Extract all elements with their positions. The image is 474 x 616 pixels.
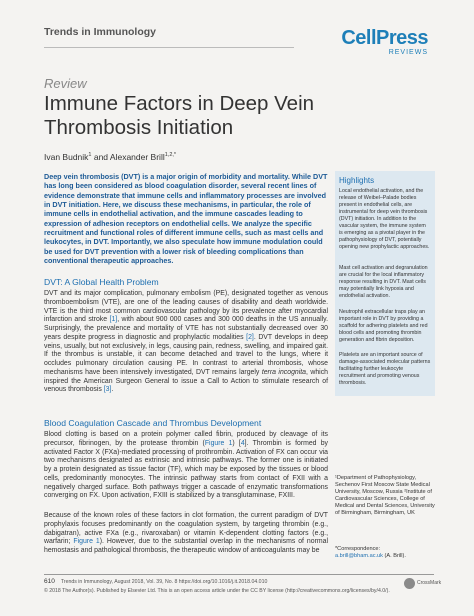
section-heading: Blood Coagulation Cascade and Thrombus Development <box>44 418 262 428</box>
correspondence-email[interactable]: a.brill@bham.ac.uk <box>335 553 383 559</box>
footer-citation: Trends in Immunology, August 2018, Vol. 39, No. 8 https://doi.org/10.1016/j.it.2018.04.010 <box>60 579 268 585</box>
article-title: Immune Factors in Deep Vein Thrombosis Initiation <box>44 92 315 139</box>
body-text: Blood clotting is based on a protein polymer called fibrin, produced by cleavage of its precursor, fibrinogen, by the protease thrombin ( <box>44 431 328 447</box>
correspondence-name: (A. Brill). <box>382 553 406 559</box>
author-affiliation-mark: 1,2,* <box>164 152 177 159</box>
highlight-item: Local endothelial activation, and the release of Weibel–Palade bodies present in endothelial cells, are instrumental for deep vein thrombosis (DVT) initiation. In addition to the vascular system, the immune system is emerging as a pivotal player in the pathophysiology of DVT, potentially opening new prophylactic approaches. <box>339 188 430 250</box>
reference-link[interactable]: [3] <box>103 386 112 394</box>
article-type: Review <box>44 76 87 91</box>
section-body <box>44 290 328 395</box>
body-text: , with about 900 000 cases and 300 000 deaths in the US annually. Surprisingly, the prevalence and mortality of VTE has not substantially decreased over 30 years despite progress in diagnostic and prophylactic modalities <box>44 316 329 341</box>
body-text: Because of the known roles of these factors in clot formation, the current paradigm of DVT prophylaxis focuses predominantly on the coagulation system, by targeting thrombin (e.g., dabigatran), active FXa (e.g., rivaroxaban) or vitamin K-dependent clotting factors (e.g., warfarin; <box>44 512 328 546</box>
crossmark-label: CrossMark <box>417 580 442 586</box>
body-text: , which inspired the American Surgeon General to issue a Call to Action to stimulate research of venous thrombosis <box>44 368 328 394</box>
abstract: Deep vein thrombosis (DVT) is a major origin of morbidity and mortality. While DVT has long been considered as blood coagulation disorder, several recent lines of evidence demonstrate that immune cells and inflammatory processes are involved in DVT initiation. Here, we discuss these mechanisms, in particular, the role of immune cells in endothelial activation, and the immune cascades leading to expression of adhesion receptors on endothelial cells. We analyze the specific recruitment and functional roles of different immune cells, such as mast cells and leukocytes, in DVT. Importantly, we also speculate how immune modulation could be used for DVT prevention with a lower risk of bleeding complications than conventional therapeutic approaches. <box>44 172 328 266</box>
body-text: DVT and its major complication, pulmonary embolism (PE), designated together as venous thromboembolism (VTE), are one of the leading causes of disability and death worldwide. VTE is the third most common cardiovascular pathology by its prevalence after myocardial infarction and stroke <box>44 290 328 324</box>
highlight-item: Mast cell activation and degranulation are crucial for the local inflammatory response resulting in DVT. Mast cells may potentially link hypoxia and endothelial activation. <box>339 265 428 299</box>
section-body <box>44 431 328 501</box>
author-affiliations: ¹Department of Pathophysiology, Sechenov First Moscow State Medical University, Moscow, Russia ²Institute of Cardiovascular Sciences, College of Medical and Dental Sciences, University of Birmingham, Birmingham, UK <box>335 475 435 516</box>
publisher-logo <box>341 28 428 56</box>
body-text: ) [ <box>232 439 241 447</box>
body-text: ]. Thrombin is formed by activated Factor X (FXa)-mediated processing of prothrombin. Activation of FX can occur via two mechanisms designated as extrinsic and intrinsic pathways. The former one is initiated by a protein designated as tissue factor (TF), which may be exposed by the tissues or blood cells, predominantly monocytes. The intrinsic pathway starts from contact of FXII with a negatively charged surface. Both pathways trigger a cascade of enzymatic transformations converging on FX. Upon activation, FXIII is stabilized by a transglutaminase, FXIII. <box>44 439 328 500</box>
logo-text: CellPress <box>341 27 428 49</box>
author-separator: and <box>91 152 110 162</box>
header-divider <box>44 47 294 48</box>
body-text: ). However, due to the substantial overlap in the mechanisms of normal hemostasis and pathological thrombosis, the therapeutic window of anticoagulants may be <box>44 538 328 554</box>
italic-term: terra incognita <box>261 368 307 376</box>
body-text: . <box>111 386 114 394</box>
author-affiliation-mark: 1 <box>88 152 92 159</box>
reference-link[interactable]: [2] <box>246 333 254 341</box>
author-list <box>44 152 176 162</box>
crossmark-badge[interactable] <box>404 578 442 590</box>
body-text: . DVT develops in deep veins, usually, but not exclusively, in legs, causing pain, redness, swelling, and impaired gait. If the thrombus is unstable, it can become detached and travel to the lungs, where it occludes pulmonary circulation causing PE. In contrast to arterial thrombosis, whose mechanisms have been intensively investigated, DVT remains largely <box>44 333 328 376</box>
section-heading: DVT: A Global Health Problem <box>44 277 159 287</box>
footer-divider <box>44 574 434 575</box>
highlight-item: Neutrophil extracellular traps play an important role in DVT by providing a scaffold for adhering platelets and red blood cells and promoting thrombin generation and fibrin deposition. <box>339 309 428 343</box>
highlight-item: Platelets are an important source of damage-associated molecular patterns facilitating further leukocyte recruitment and promoting venous thrombosis. <box>339 352 431 386</box>
journal-name: Trends in Immunology <box>44 26 157 38</box>
crossmark-icon <box>404 578 415 589</box>
logo-subtext: REVIEWS <box>388 49 428 56</box>
author-name: Ivan Budnik <box>44 152 89 162</box>
section-body <box>44 512 328 556</box>
footer-license: © 2018 The Author(s). Published by Elsevier Ltd. This is an open access article under the CC BY license (http://creativecommons.org/licenses/by/4.0/). <box>44 588 390 594</box>
author-name: Alexander Brill <box>109 152 165 162</box>
correspondence <box>335 546 435 560</box>
correspondence-label: *Correspondence: <box>335 546 381 552</box>
figure-link[interactable]: Figure 1 <box>73 538 100 546</box>
figure-link[interactable]: Figure 1 <box>204 439 233 447</box>
reference-link[interactable]: 4 <box>240 439 245 447</box>
reference-link[interactable]: [1] <box>109 316 118 324</box>
page-number: 610 <box>44 578 55 585</box>
footer-citation-line <box>44 578 267 585</box>
highlights-title: Highlights <box>339 176 375 185</box>
